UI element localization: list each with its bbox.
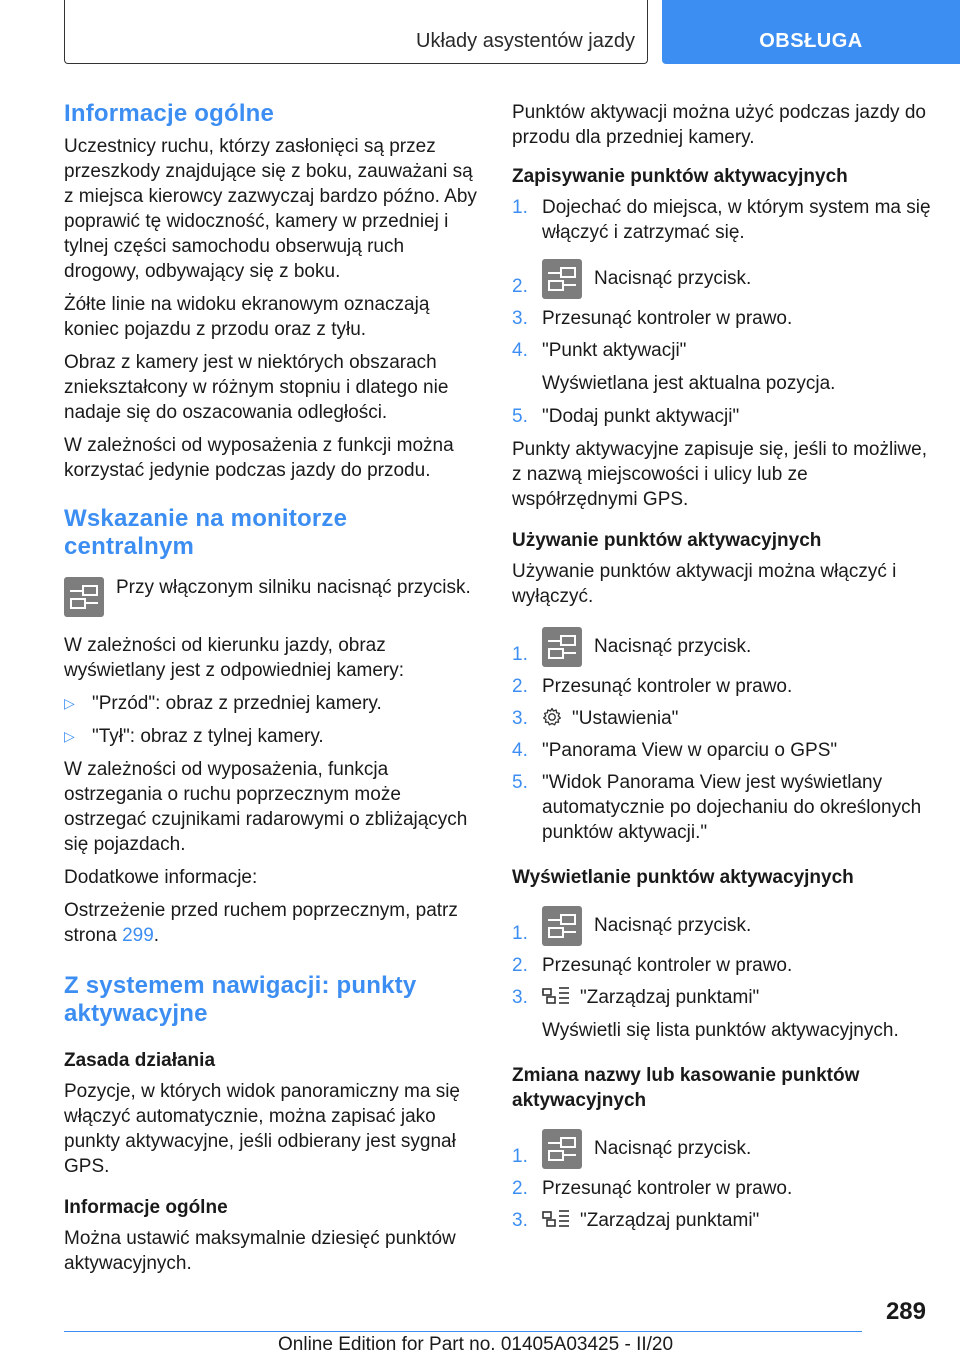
- save-steps-list-cont: [512, 404, 932, 429]
- left-column: [64, 100, 478, 1284]
- step-text: "Dodaj punkt aktywacji": [542, 406, 740, 427]
- list-item: [512, 738, 932, 763]
- paragraph: W zależności od wyposażenia, funkcja ostrzegania o ruchu poprzecznym może ostrzegać czujnikami radarowymi o zbliżających się pojazdach.: [64, 759, 468, 855]
- step-text: Przesunąć kontroler w prawo.: [542, 955, 793, 976]
- list-item: [512, 338, 932, 363]
- step-number: 2.: [512, 676, 528, 697]
- paragraph: Używanie punktów aktywacji można włączyć i wyłączyć.: [512, 561, 897, 607]
- step-text: Nacisnąć przycisk.: [594, 268, 752, 290]
- step-number: 1.: [512, 1146, 528, 1167]
- step-number: 3.: [512, 987, 528, 1008]
- paragraph: Żółte linie na widoku ekranowym oznaczają koniec pojazdu z przodu oraz z tyłu.: [64, 294, 430, 340]
- step-number: 5.: [512, 406, 528, 427]
- paragraph: W zależności od wyposażenia z funkcji można korzystać jedynie podczas jazdy do przodu.: [64, 435, 454, 481]
- subheading-display-points: Wyświetlanie punktów aktywacyjnych: [512, 867, 854, 888]
- use-steps-list: [512, 627, 932, 845]
- step-text: Przesunąć kontroler w prawo.: [542, 676, 793, 697]
- subheading-rename-points: Zmiana nazwy lub kasowanie punktów aktywacyjnych: [512, 1065, 860, 1111]
- step-text: Nacisnąć przycisk.: [594, 636, 752, 658]
- step-number: 4.: [512, 740, 528, 761]
- step-text: Przesunąć kontroler w prawo.: [542, 1178, 793, 1199]
- step-number: 2.: [512, 276, 528, 297]
- list-item: [512, 985, 932, 1010]
- step-text: "Widok Panorama View jest wyświetlany automatycznie po dojechaniu do określonych punktów aktywacji.": [542, 772, 922, 843]
- footer-edition-text: Online Edition for Part no. 01405A03425 - II/20: [278, 1334, 674, 1355]
- step-result-text: Wyświetlana jest aktualna pozycja.: [542, 373, 836, 394]
- step-number: 3.: [512, 308, 528, 329]
- monitor-instruction-text: Przy włączonym silniku nacisnąć przycisk.: [116, 577, 471, 598]
- step-text: "Ustawienia": [572, 708, 679, 729]
- step-number: 1.: [512, 923, 528, 944]
- list-item: [512, 195, 932, 245]
- paragraph: Dodatkowe informacje:: [64, 867, 258, 888]
- rename-steps-list: [512, 1129, 932, 1233]
- step-text: "Zarządzaj punktami": [580, 987, 760, 1008]
- header-chapter-label: OBSŁUGA: [759, 30, 863, 52]
- header-chapter-tab: [662, 0, 960, 64]
- subheading-use-points: Używanie punktów aktywacyjnych: [512, 530, 822, 551]
- crossref-text: Ostrzeżenie przed ruchem poprzecznym, patrz strona: [64, 900, 458, 946]
- camera-button-icon: [542, 1129, 582, 1169]
- paragraph: Obraz z kamery jest w niektórych obszarach zniekształcony w różnym stopniu i dlatego nie nadaje się do oszacowania odległości.: [64, 352, 449, 423]
- list-item: [512, 1208, 932, 1233]
- save-steps-list: [512, 195, 932, 363]
- list-item: [64, 691, 478, 716]
- step-text: Dojechać do miejsca, w którym system ma się włączyć i zatrzymać się.: [542, 197, 931, 243]
- camera-button-icon: [542, 906, 582, 946]
- list-item: [512, 953, 932, 978]
- step-number: 2.: [512, 1178, 528, 1199]
- page-number: 289: [885, 1298, 926, 1325]
- paragraph: Uczestnicy ruchu, którzy zasłonięci są przez przeszkody znajdujące się z boku, zauważani są z miejsca kierowcy zazwyczaj bardzo późno. Aby poprawić tę widoczność, kamery w przedniej i tylnej części samochodu obserwują ruch drogowy, odbywający się z boku.: [64, 136, 477, 282]
- step-text: Nacisnąć przycisk.: [594, 915, 752, 937]
- page-link[interactable]: 299: [122, 925, 154, 946]
- list-item: [512, 706, 932, 731]
- list-item: [512, 404, 932, 429]
- list-item: [512, 770, 932, 845]
- camera-button-icon: [542, 259, 582, 299]
- step-number: 4.: [512, 340, 528, 361]
- step-number: 3.: [512, 708, 528, 729]
- footer-divider: [64, 1331, 862, 1332]
- camera-button-icon: [64, 577, 104, 617]
- step-number: 3.: [512, 1210, 528, 1231]
- step-number: 1.: [512, 644, 528, 665]
- step-text: Nacisnąć przycisk.: [594, 1138, 752, 1160]
- monitor-instruction: [64, 575, 478, 617]
- step-text: Przesunąć kontroler w prawo.: [542, 308, 793, 329]
- bullet-text: "Tył": obraz z tylnej kamery.: [92, 726, 324, 747]
- paragraph-crossref: [64, 898, 478, 948]
- list-item: [512, 627, 932, 667]
- settings-gear-icon: [542, 707, 562, 727]
- list-item: [512, 906, 932, 946]
- step-number: 5.: [512, 772, 528, 793]
- paragraph: Pozycje, w których widok panoramiczny ma się włączyć automatycznie, można zapisać jako punkty aktywacyjne, jeśli odbierany jest sygnał GPS.: [64, 1081, 460, 1177]
- list-item: [512, 1176, 932, 1201]
- step-number: 1.: [512, 197, 528, 218]
- step-text: "Zarządzaj punktami": [580, 1210, 760, 1231]
- list-item: [512, 674, 932, 699]
- bullet-triangle-icon: ▷: [64, 695, 75, 711]
- paragraph: Można ustawić maksymalnie dziesięć punktów aktywacyjnych.: [64, 1228, 456, 1274]
- subheading-principle: Zasada działania: [64, 1050, 216, 1071]
- header-section-title: Układy asystentów jazdy: [416, 30, 635, 52]
- camera-button-icon: [542, 627, 582, 667]
- crossref-end: .: [153, 925, 160, 946]
- right-column: [512, 100, 932, 1241]
- header-section-box: [64, 0, 648, 64]
- step-text: "Punkt aktywacji": [542, 340, 687, 361]
- list-item: [512, 1129, 932, 1169]
- subheading-general-info: Informacje ogólne: [64, 1197, 228, 1218]
- paragraph: Punkty aktywacyjne zapisuje się, jeśli to możliwe, z nazwą miejscowości i ulicy lub ze współrzędnymi GPS.: [512, 439, 928, 510]
- list-item: [512, 306, 932, 331]
- list-item: [64, 724, 478, 749]
- heading-general-info: Informacje ogólne: [64, 100, 275, 127]
- step-number: 2.: [512, 955, 528, 976]
- paragraph: Punktów aktywacji można użyć podczas jazdy do przodu dla przedniej kamery.: [512, 102, 926, 148]
- list-points-icon: [542, 1209, 570, 1229]
- heading-central-monitor: Wskazanie na monitorze centralnym: [64, 505, 348, 560]
- footer-edition: [278, 1334, 673, 1356]
- list-points-icon: [542, 986, 570, 1006]
- step-text: "Panorama View w oparciu o GPS": [542, 740, 838, 761]
- display-steps-list: [512, 906, 932, 1010]
- list-item: [512, 259, 932, 299]
- bullet-triangle-icon: ▷: [64, 728, 75, 744]
- heading-navigation-points: Z systemem nawigacji: punkty aktywacyjne: [64, 972, 417, 1027]
- subheading-save-points: Zapisywanie punktów aktywacyjnych: [512, 166, 848, 187]
- step-result-text: Wyświetli się lista punktów aktywacyjnych.: [542, 1020, 899, 1041]
- paragraph: W zależności od kierunku jazdy, obraz wyświetlany jest z odpowiedniej kamery:: [64, 635, 405, 681]
- bullet-text: "Przód": obraz z przedniej kamery.: [92, 693, 382, 714]
